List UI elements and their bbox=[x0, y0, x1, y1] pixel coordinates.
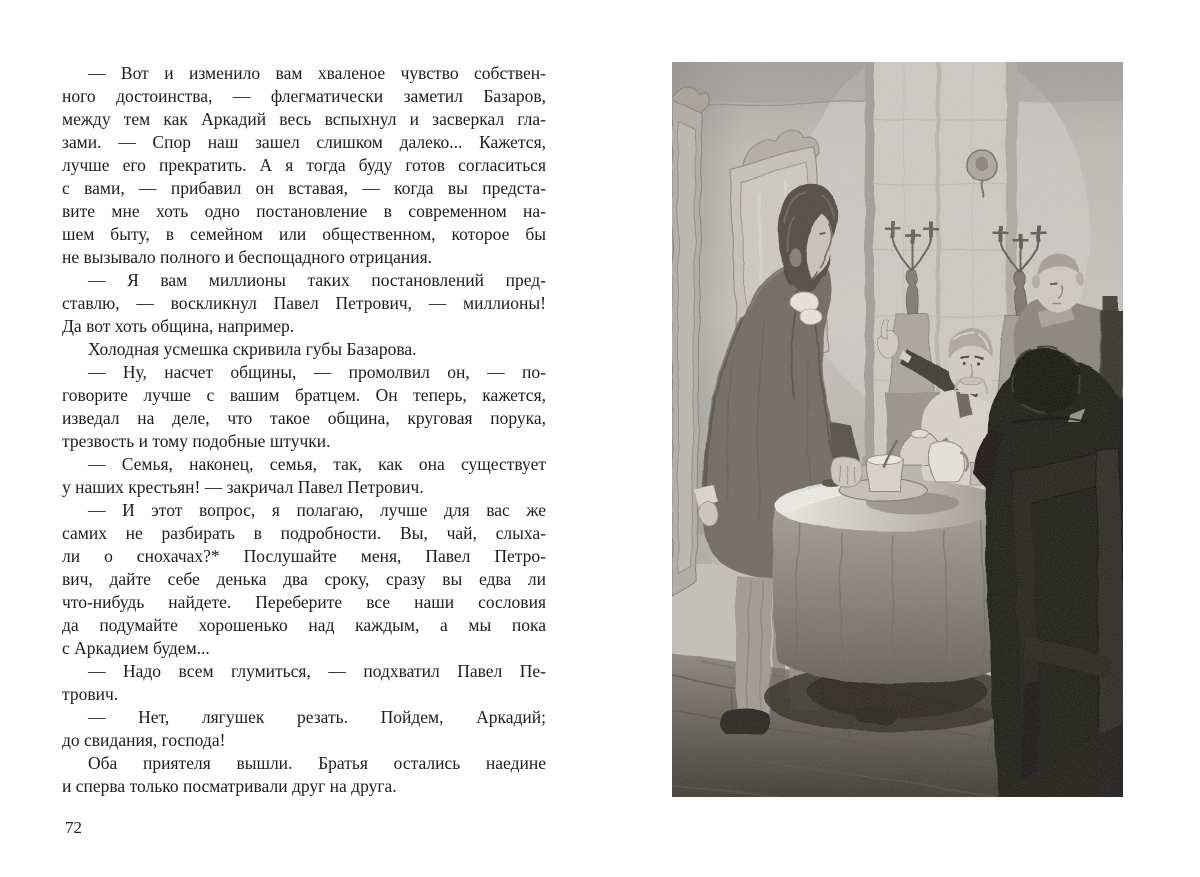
text-line: шем быту, в семейном или общественном, которое бы bbox=[62, 224, 546, 244]
text-line: вич, дайте себе денька два сроку, сразу вы едва ли bbox=[62, 569, 546, 589]
paragraph bbox=[62, 453, 546, 499]
illustration bbox=[672, 62, 1123, 797]
page-number: 72 bbox=[65, 818, 82, 837]
text-line: — Семья, наконец, семья, так, как она существует bbox=[88, 454, 546, 474]
paragraph bbox=[62, 706, 546, 752]
text-line: — Вот и изменило вам хваленое чувство собствен- bbox=[88, 63, 546, 83]
text-line: лучше его прекратить. А я тогда буду готов согласиться bbox=[62, 155, 546, 175]
text-line: — Нет, лягушек резать. Пойдем, Аркадий; bbox=[88, 707, 546, 727]
text-line: ли о снохачах?* Послушайте меня, Павел Петро- bbox=[62, 546, 546, 566]
paragraph bbox=[62, 62, 546, 269]
text-line: у наших крестьян! — закричал Павел Петрович. bbox=[62, 477, 424, 497]
text-line: до свидания, господа! bbox=[62, 730, 226, 750]
text-line: — Я вам миллионы таких постановлений пред- bbox=[88, 270, 546, 290]
grain-overlay-light bbox=[672, 62, 1123, 797]
paragraph bbox=[62, 752, 546, 798]
text-line: и сперва только посматривали друг на друга. bbox=[62, 776, 397, 796]
text-line: что-нибудь найдете. Переберите все наши сословия bbox=[62, 592, 546, 612]
text-line: ного достоинства, — флегматически заметил Базаров, bbox=[62, 86, 546, 106]
text-line: Холодная усмешка скривила губы Базарова. bbox=[88, 339, 417, 359]
text-line: самих не разбирать в подробности. Вы, чай, слыха- bbox=[62, 523, 546, 543]
text-line: — Ну, насчет общины, — промолвил он, — по- bbox=[88, 362, 546, 382]
paragraph bbox=[62, 269, 546, 338]
text-line: Оба приятеля вышли. Братья остались наедине bbox=[88, 753, 546, 773]
text-line: — И этот вопрос, я полагаю, лучше для вас же bbox=[88, 500, 546, 520]
paragraph bbox=[62, 499, 546, 660]
paragraph bbox=[62, 660, 546, 706]
text-line: зами. — Спор наш зашел слишком далеко... Кажется, bbox=[62, 132, 546, 152]
text-column bbox=[62, 62, 546, 798]
text-line: трович. bbox=[62, 684, 119, 704]
text-line: с вами, — прибавил он вставая, — когда вы предста- bbox=[62, 178, 546, 198]
paragraph bbox=[62, 361, 546, 453]
text-line: говорите лучше с вашим братцем. Он теперь, кажется, bbox=[62, 385, 546, 405]
text-line: трезвость и тому подобные штучки. bbox=[62, 431, 331, 451]
text-line: с Аркадием будем... bbox=[62, 638, 210, 658]
text-line: между тем как Аркадий весь вспыхнул и засверкал гла- bbox=[62, 109, 546, 129]
text-line: вите мне хоть одно постановление в современном на- bbox=[62, 201, 546, 221]
text-line: изведал на деле, что такое община, круговая порука, bbox=[62, 408, 546, 428]
paragraph bbox=[62, 338, 546, 361]
text-line: ставлю, — воскликнул Павел Петрович, — миллионы! bbox=[62, 293, 546, 313]
text-line: — Надо всем глумиться, — подхватил Павел Пе- bbox=[88, 661, 546, 681]
text-line: Да вот хоть община, например. bbox=[62, 316, 295, 336]
text-line: не вызывало полного и беспощадного отрицания. bbox=[62, 247, 433, 267]
text-line: да подумайте хорошенько над каждым, а мы пока bbox=[62, 615, 546, 635]
